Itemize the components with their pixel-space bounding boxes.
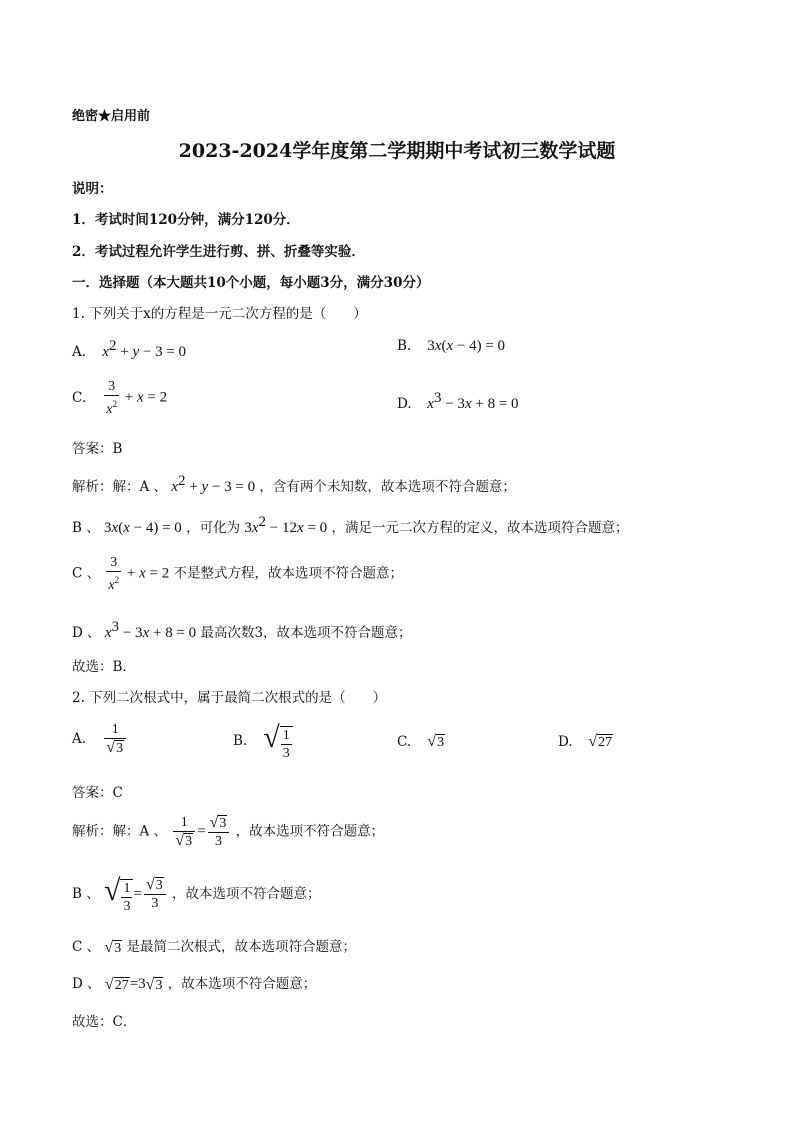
q1-option-c-label: C. (72, 389, 87, 406)
q2-option-c-label: C. (397, 733, 412, 750)
q2-option-c: C. √3 (397, 733, 445, 750)
q1-option-b-label: B. (397, 338, 412, 354)
q1-option-b: B. 3x(x − 4) = 0 (397, 338, 506, 354)
q2-option-a: A. $\frac{1}{√3}$ (72, 721, 128, 757)
q2-answer: 答案：C (72, 785, 123, 801)
q1-option-d: D. $x^3 - 3x + 8 = 0$ (397, 390, 519, 412)
notes-heading: 说明： (72, 181, 113, 197)
q1-option-c: C. $\frac{3}{x^2}$ + x = 2 (72, 379, 168, 417)
q2-conclusion: 故选：C． (72, 1014, 137, 1030)
q2-analysis-b: B 、 √ $\frac{1}{3}$ = $\frac{√3}{3}$ ，故本选项不符合题意； (72, 874, 321, 914)
q1-conclusion: 故选：B． (72, 659, 136, 675)
q2-option-b-label: B. (233, 732, 248, 749)
q2-analysis-a: 解析：解：A 、 $\frac{1}{√3}$ = $\frac{√3}{3}$ ，故本选项不符合题意； (72, 814, 385, 849)
q1-analysis-c: C 、 $\frac{3}{x^2}$ + x = 2 不是整式方程，故本选项不符合题意； (72, 555, 404, 593)
q1-analysis-a: 解析：解：A 、 $x^2 + y - 3 = 0$ ，含有两个未知数，故本选项不符合题意； (72, 473, 516, 495)
notes-item-1: 1．考试时间120分钟，满分120分． (72, 212, 300, 228)
q1-analysis-b: B 、 3x(x − 4) = 0 ，可化为 $3x^2 - 12x = 0$ ，满足一元二次方程的定义，故本选项符合题意； (72, 514, 629, 536)
q1-answer: 答案：B (72, 441, 123, 457)
q2-stem: 2. 下列二次根式中，属于最简二次根式的是（ ） (72, 690, 387, 706)
q2-option-d: D. √27 (558, 733, 613, 750)
q2-analysis-c: C 、 √3 是最简二次根式，故本选项符合题意； (72, 938, 356, 956)
q2-option-d-label: D. (558, 733, 573, 750)
notes-item-2: 2．考试过程允许学生进行剪、拼、折叠等实验． (72, 244, 365, 260)
q1-option-a-label: A. (72, 344, 87, 360)
q2-analysis-d: D 、 √27=3√3 ，故本选项不符合题意； (72, 975, 317, 993)
secret-mark: 绝密★启用前 (72, 109, 151, 124)
q1-option-a: A. $x^2 + y - 3 = 0$ (72, 338, 187, 360)
q1-analysis-d: D 、 $x^3 - 3x + 8 = 0$ 最高次数3，故本选项不符合题意； (72, 619, 412, 641)
q1-option-d-label: D. (397, 396, 412, 412)
section-1-heading: 一．选择题（本大题共10个小题，每小题3分，满分30分） (72, 275, 430, 291)
exam-title: 2023-2024学年度第二学期期中考试初三数学试题 (178, 140, 616, 162)
q2-option-a-label: A. (72, 730, 87, 747)
q2-option-b: B. √ $\frac{1}{3}$ (233, 721, 293, 762)
q1-stem: 1. 下列关于x的方程是一元二次方程的是（ ） (72, 306, 367, 322)
